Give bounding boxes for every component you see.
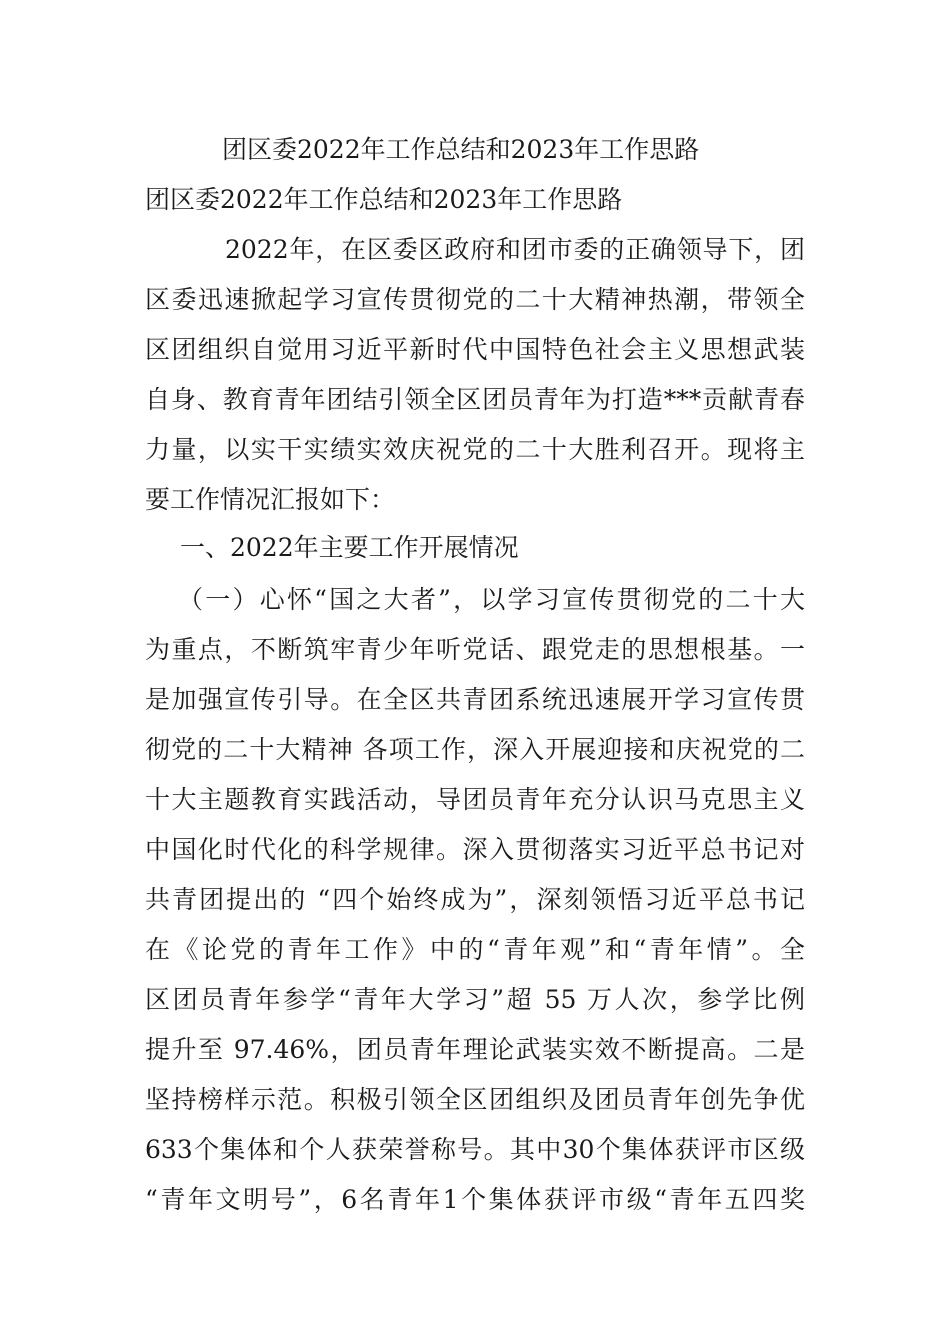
- paragraph-line: 区团组织自觉用习近平新时代中国特色社会主义思想武装: [145, 335, 805, 364]
- paragraph-line: 是加强宣传引导。在全区共青团系统迅速展开学习宣传贯: [145, 685, 805, 714]
- paragraph-line: 中国化时代化的科学规律。深入贯彻落实习近平总书记对: [145, 835, 805, 864]
- paragraph-line: “青年文明号”，6名青年1个集体获评市级“青年五四奖: [145, 1185, 805, 1214]
- paragraph-line: 要工作情况汇报如下：: [145, 485, 396, 514]
- paragraph-line: 彻党的二十大精神 各项工作，深入开展迎接和庆祝党的二: [145, 735, 805, 764]
- paragraph-line: 十大主题教育实践活动，导团员青年充分认识马克思主义: [145, 785, 805, 814]
- paragraph-line: 2022年，在区委区政府和团市委的正确领导下，团: [225, 235, 805, 264]
- paragraph-line: 力量，以实干实绩实效庆祝党的二十大胜利召开。现将主: [145, 435, 805, 464]
- paragraph-line: 为重点，不断筑牢青少年听党话、跟党走的思想根基。一: [145, 635, 805, 664]
- paragraph-line: 区委迅速掀起学习宣传贯彻党的二十大精神热潮，带领全: [145, 285, 805, 314]
- paragraph-line: 自身、教育青年团结引领全区团员青年为打造***贡献青春: [145, 385, 805, 414]
- paragraph-line: 坚持榜样示范。积极引领全区团组织及团员青年创先争优: [145, 1085, 805, 1114]
- paragraph-line: 在《论党的青年工作》中的“青年观”和“青年情”。全: [145, 935, 805, 964]
- document-title: 团区委2022年工作总结和2023年工作思路: [222, 135, 700, 164]
- paragraph-line: 633个集体和个人获荣誉称号。其中30个集体获评市区级: [145, 1135, 805, 1164]
- paragraph-line: 区团员青年参学“青年大学习”超 55 万人次，参学比例: [145, 985, 805, 1014]
- paragraph-line: 共青团提出的 “四个始终成为”，深刻领悟习近平总书记: [145, 885, 805, 914]
- section-heading: 一、2022年主要工作开展情况: [180, 533, 519, 562]
- paragraph-line: 提升至 97.46%，团员青年理论武装实效不断提高。二是: [145, 1035, 805, 1064]
- paragraph-line: （一）心怀“国之大者”，以学习宣传贯彻党的二十大: [178, 585, 805, 614]
- document-title-repeat: 团区委2022年工作总结和2023年工作思路: [145, 185, 623, 214]
